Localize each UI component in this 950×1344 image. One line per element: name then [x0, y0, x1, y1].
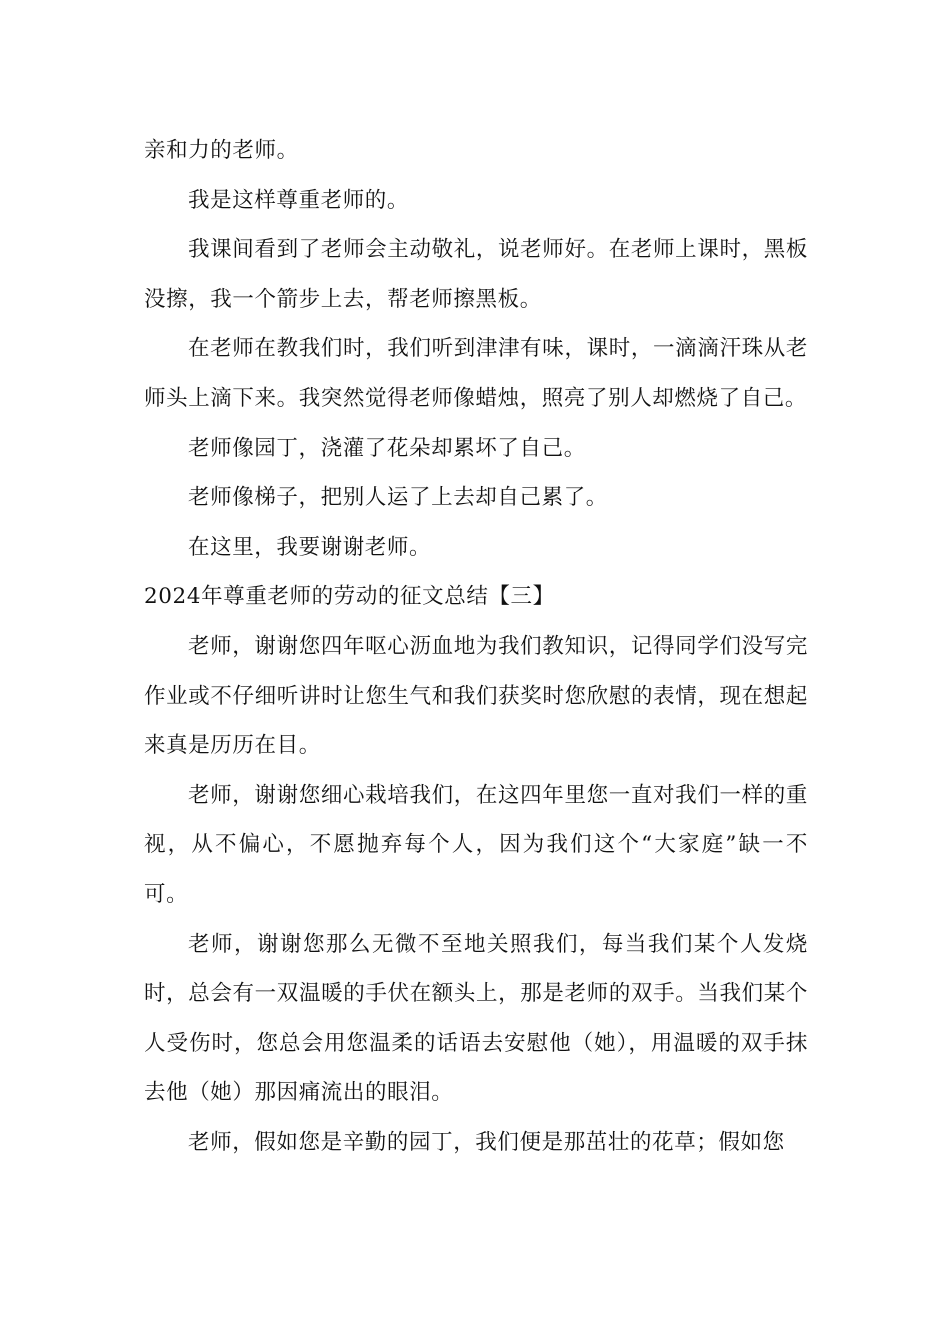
- paragraph: 老师像园丁，浇灌了花朵却累坏了自己。: [188, 435, 586, 461]
- paragraph: 老师像梯子，把别人运了上去却自己累了。: [188, 485, 608, 511]
- paragraph: 在这里，我要谢谢老师。: [188, 534, 432, 560]
- paragraph: 老师，谢谢您细心栽培我们，在这四年里您一直对我们一样的重视，从不偏心，不愿抛弃每个人，因为我们这个“大家庭”缺一不可。: [144, 782, 808, 907]
- paragraph: 老师，谢谢您四年呕心沥血地为我们教知识，记得同学们没写完作业或不仔细听讲时让您生气和我们获奖时您欣慰的表情，现在想起来真是历历在目。: [144, 633, 808, 759]
- paragraph: 我是这样尊重老师的。: [188, 187, 410, 213]
- paragraph: 在老师在教我们时，我们听到津津有味，课时，一滴滴汗珠从老师头上滴下来。我突然觉得老师像蜡烛，照亮了别人却燃烧了自己。: [144, 336, 808, 411]
- paragraph: 亲和力的老师。: [144, 138, 299, 163]
- document-body: [144, 126, 808, 1167]
- paragraph: 老师，谢谢您那么无微不至地关照我们，每当我们某个人发烧时，总会有一双温暖的手伏在额头上，那是老师的双手。当我们某个人受伤时，您总会用您温柔的话语去安慰他（她），用温暖的双手抹去他（她）那因痛流出的眼泪。: [144, 931, 808, 1106]
- paragraph: 我课间看到了老师会主动敬礼，说老师好。在老师上课时，黑板没擦，我一个箭步上去，帮老师擦黑板。: [144, 237, 808, 312]
- section-heading: 2024年尊重老师的劳动的征文总结【三】: [144, 584, 555, 610]
- paragraph: 老师，假如您是辛勤的园丁，我们便是那茁壮的花草；假如您: [188, 1129, 785, 1155]
